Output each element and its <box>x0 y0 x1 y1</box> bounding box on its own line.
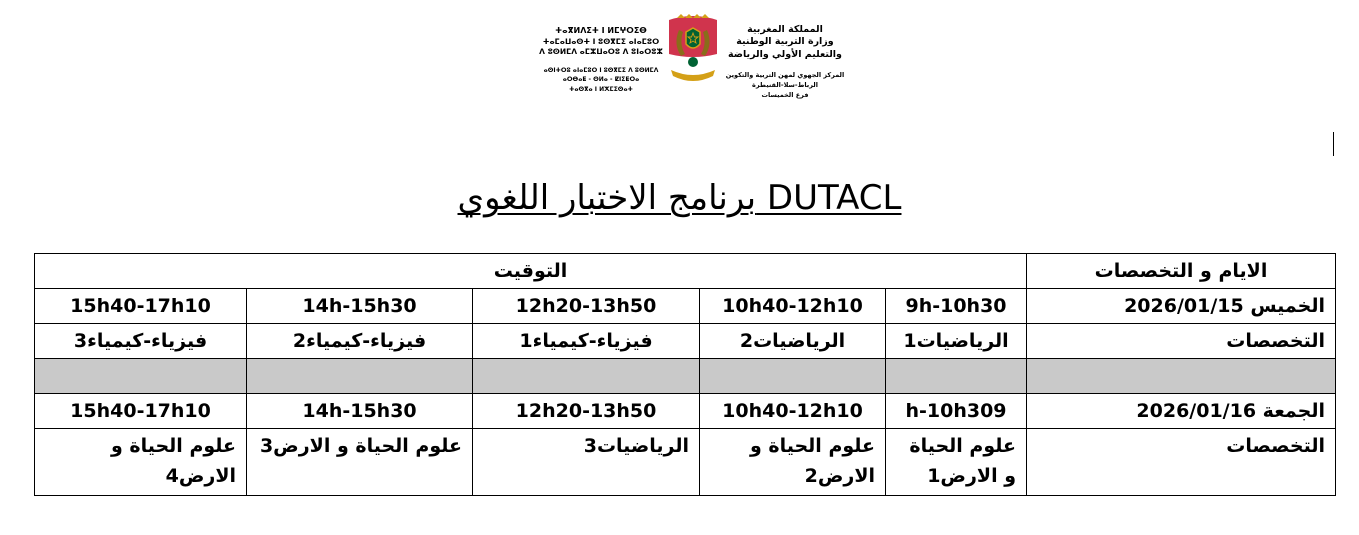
day2-spec-3: الرياضيات3 <box>473 429 700 496</box>
tifinagh-line-2: ⵜⴰⵎⴰⵡⴰⵙⵜ ⵏ ⵓⵙⴳⵎⵉ ⴰⵏⴰⵎⵓⵔ <box>542 36 660 46</box>
day1-spec-3: فيزياء-كيمياء1 <box>473 324 700 359</box>
table-row <box>35 429 1336 496</box>
days-header-cell: الايام و التخصصات <box>1027 254 1336 289</box>
day1-time-1: 9h-10h30 <box>886 289 1027 324</box>
coat-of-arms-icon <box>663 14 723 90</box>
day1-time-4: 14h-15h30 <box>247 289 473 324</box>
time-header-cell: التوقيت <box>35 254 1027 289</box>
tifinagh-heading <box>515 26 687 94</box>
separator-cell <box>35 359 247 394</box>
day2-time-3: 12h20-13h50 <box>473 394 700 429</box>
arabic-line-2: وزارة التربية الوطنية <box>736 36 834 48</box>
arabic-line-1: المملكة المغربية <box>747 24 823 35</box>
day1-spec-1: الرياضيات1 <box>886 324 1027 359</box>
day1-spec-label-cell: التخصصات <box>1027 324 1336 359</box>
tifinagh-sub-line-3: ⵜⴰⵙⴳⴰ ⵏ ⵍⵅⵎⵉⵙⴰⵜ <box>569 85 633 93</box>
arabic-line-3: والتعليم الأولي والرياضة <box>728 48 842 60</box>
separator-cell <box>1027 359 1336 394</box>
day2-spec-2: علوم الحياة و الارض2 <box>700 429 886 496</box>
day1-label-cell: الخميس 2026/01/15 <box>1027 289 1336 324</box>
day1-spec-4: فيزياء-كيمياء2 <box>247 324 473 359</box>
page-title: برنامج الاختبار اللغوي DUTACL <box>457 178 902 218</box>
day1-spec-5: فيزياء-كيمياء3 <box>35 324 247 359</box>
separator-cell <box>473 359 700 394</box>
day1-time-2: 10h40-12h10 <box>700 289 886 324</box>
arabic-sub-line-2: الرباط-سلا-القنيطرة <box>752 80 818 89</box>
day1-time-3: 12h20-13h50 <box>473 289 700 324</box>
separator-row <box>35 359 1336 394</box>
separator-cell <box>247 359 473 394</box>
day2-time-2: 10h40-12h10 <box>700 394 886 429</box>
table-header-row <box>35 254 1336 289</box>
day2-label-cell: الجمعة 2026/01/16 <box>1027 394 1336 429</box>
table-row <box>35 289 1336 324</box>
day2-spec-label-cell: التخصصات <box>1027 429 1336 496</box>
arabic-heading <box>715 24 855 100</box>
arabic-sub-line-3: فرع الخميسات <box>761 90 809 99</box>
table-row <box>35 394 1336 429</box>
day2-spec-4: علوم الحياة و الارض3 <box>247 429 473 496</box>
day2-time-1: h-10h309 <box>886 394 1027 429</box>
text-cursor <box>1333 132 1334 156</box>
day2-time-5: 15h40-17h10 <box>35 394 247 429</box>
schedule-table <box>34 253 1336 496</box>
tifinagh-sub-line-2: ⴰⵔⴱⴰⵟ - ⵙⵍⴰ - ⵇⵏⵉⵟⵔⴰ <box>562 76 640 84</box>
day2-spec-5: علوم الحياة و الارض4 <box>35 429 247 496</box>
day2-spec-1: علوم الحياة و الارض1 <box>886 429 1027 496</box>
day1-spec-2: الرياضيات2 <box>700 324 886 359</box>
separator-cell <box>700 359 886 394</box>
day2-time-4: 14h-15h30 <box>247 394 473 429</box>
tifinagh-line-1: ⵜⴰⴳⵍⴷⵉⵜ ⵏ ⵍⵎⵖⵔⵉⴱ <box>555 26 647 35</box>
tifinagh-sub-line-1: ⴰⵙⵏⵜⵔⵓ ⴰⵏⴰⵎⵓⵔ ⵏ ⵓⵙⴳⵎⵉ ⴷ ⵓⵙⵍⵎⴷ <box>543 67 659 75</box>
table-row <box>35 324 1336 359</box>
letterhead <box>515 14 845 110</box>
title-wrapper <box>0 178 1359 218</box>
day1-time-5: 15h40-17h10 <box>35 289 247 324</box>
separator-cell <box>886 359 1027 394</box>
arabic-sub-line-1: المركز الجهوي لمهن التربية والتكوين <box>725 71 845 80</box>
tifinagh-line-3: ⴷ ⵓⵙⵍⵎⴷ ⴰⵎⵣⵡⴰⵔⵓ ⴷ ⵓⵏⴰⵔⵓⵣ <box>539 46 663 56</box>
